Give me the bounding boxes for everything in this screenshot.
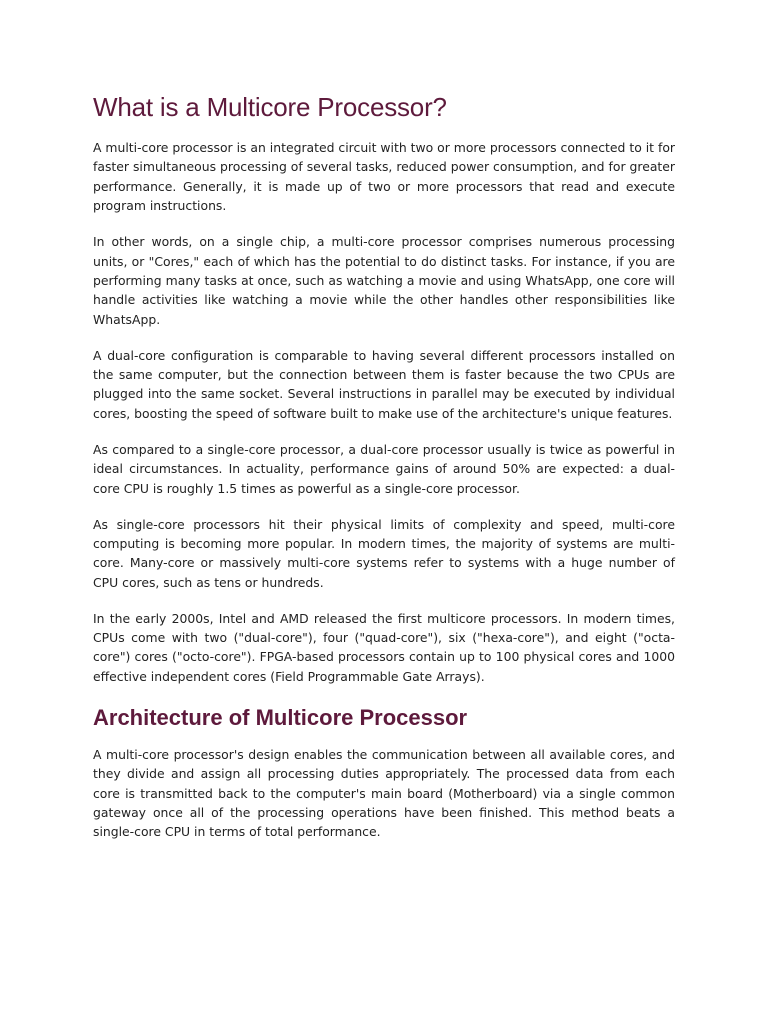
section-heading: Architecture of Multicore Processor (93, 704, 468, 730)
page-title: What is a Multicore Processor? (93, 92, 447, 122)
paragraph: A multi-core processor is an integrated circuit with two or more processors connected to it for faster simultaneous processing of several tasks, reduced power consumption, and for greater performance. Generally, it is made up of two or more processors that read and execute program instructions. (93, 140, 675, 214)
article (93, 90, 675, 858)
paragraph: As single-core processors hit their physical limits of complexity and speed, multi-core computing is becoming more popular. In modern times, the majority of systems are multi-core. Many-core or massively multi-core systems refer to systems with a huge number of CPU cores, such as tens or hundreds. (93, 516, 675, 590)
paragraph: In other words, on a single chip, a multi-core processor comprises numerous processing units, or "Cores," each of which has the potential to do distinct tasks. For instance, if you are performing many tasks at once, such as watching a movie and using WhatsApp, one core will handle activities like watching a movie while the other handles other responsibilities like WhatsApp. (93, 234, 675, 327)
paragraph: As compared to a single-core processor, a dual-core processor usually is twice as powerful in ideal circumstances. In actuality, performance gains of around 50% are expected: a dual-core CPU is roughly 1.5 times as powerful as a single-core processor. (93, 441, 675, 496)
paragraph: In the early 2000s, Intel and AMD released the first multicore processors. In modern times, CPUs come with two ("dual-core"), four ("quad-core"), six ("hexa-core"), and eight ("octa-core") cores ("octo-core"). FPGA-based processors contain up to 100 physical cores and 1000 effective independent cores (Field Programmable Gate Arrays). (93, 610, 675, 684)
paragraph: A multi-core processor's design enables the communication between all available cores, and they divide and assign all processing duties appropriately. The processed data from each core is transmitted back to the computer's main board (Motherboard) via a single common gateway once all of the processing operations have been finished. This method beats a single-core CPU in terms of total performance. (93, 746, 675, 840)
paragraph: A dual-core configuration is comparable to having several different processors installed on the same computer, but the connection between them is faster because the two CPUs are plugged into the same socket. Several instructions in parallel may be executed by individual cores, boosting the speed of software built to make use of the architecture's unique features. (93, 347, 675, 421)
